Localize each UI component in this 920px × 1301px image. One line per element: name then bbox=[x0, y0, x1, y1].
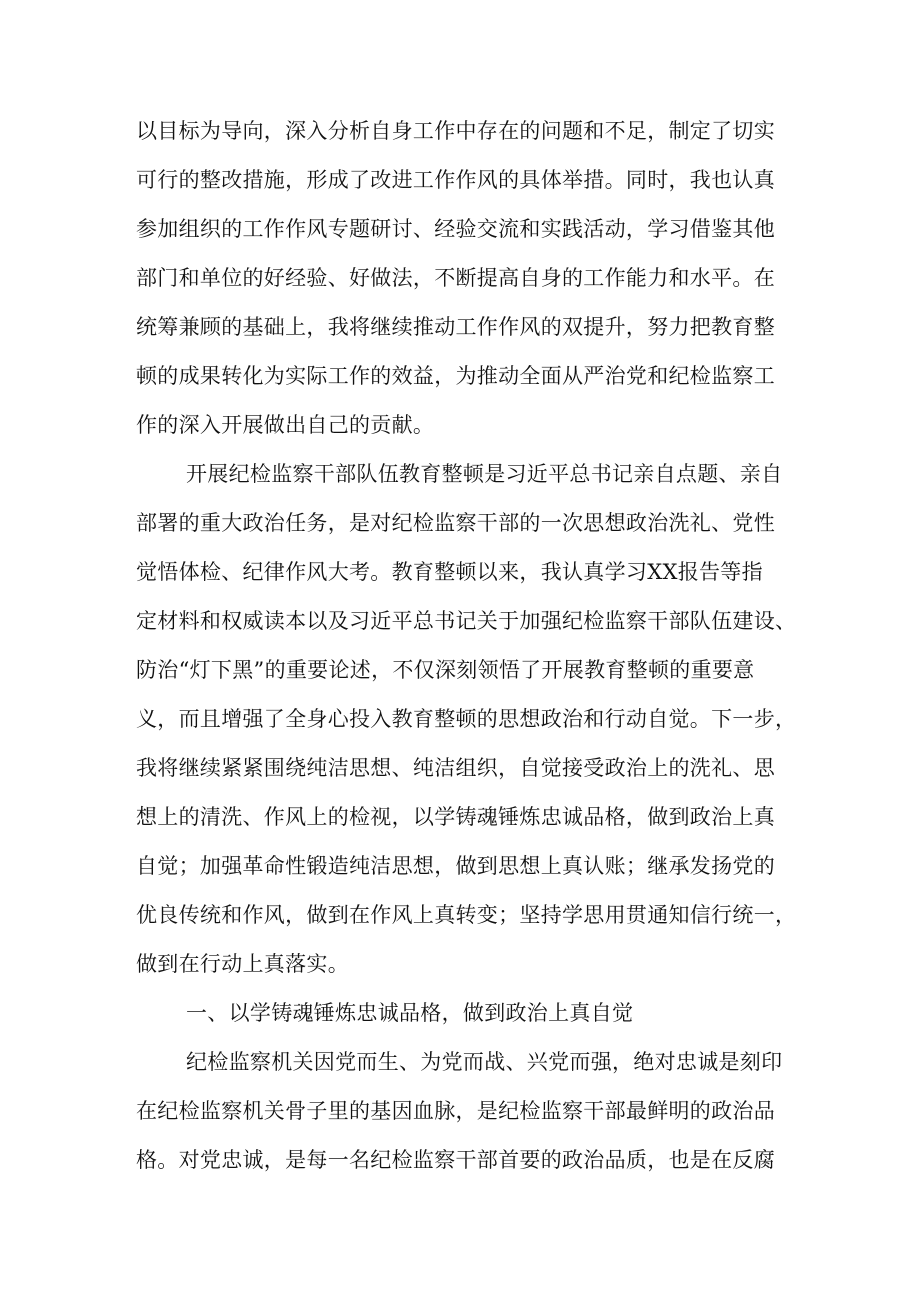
text-line: 在纪检监察机关骨子里的基因血脉，是纪检监察干部最鲜明的政治品 bbox=[136, 1099, 775, 1123]
text-line: 参加组织的工作作风专题研讨、经验交流和实践活动，学习借鉴其他 bbox=[136, 217, 775, 241]
text-line: 部门和单位的好经验、好做法，不断提高自身的工作能力和水平。在 bbox=[136, 266, 775, 290]
text-line: 部署的重大政治任务，是对纪检监察干部的一次思想政治洗礼、党性 bbox=[136, 511, 775, 535]
text-line: 义，而且增强了全身心投入教育整顿的思想政治和行动自觉。下一步， bbox=[136, 707, 796, 731]
text-line: 统筹兼顾的基础上，我将继续推动工作作风的双提升，努力把教育整 bbox=[136, 315, 775, 339]
text-line: 优良传统和作风，做到在作风上真转变；坚持学思用贯通知信行统一， bbox=[136, 903, 796, 927]
text-line: 以目标为导向，深入分析自身工作中存在的问题和不足，制定了切实 bbox=[136, 119, 775, 143]
section-heading: 一、以学铸魂锤炼忠诚品格，做到政治上真自觉 bbox=[186, 1001, 634, 1025]
text-line: 想上的清洗、作风上的检视，以学铸魂锤炼忠诚品格，做到政治上真 bbox=[136, 805, 775, 829]
text-line: 纪检监察机关因党而生、为党而战、兴党而强，绝对忠诚是刻印 bbox=[186, 1050, 783, 1074]
text-line: 作的深入开展做出自己的贡献。 bbox=[136, 413, 435, 437]
text-line: 做到在行动上真落实。 bbox=[136, 952, 349, 976]
text-line: 防治“灯下黑”的重要论述，不仅深刻领悟了开展教育整顿的重要意 bbox=[136, 658, 755, 682]
text-line: 自觉；加强革命性锻造纯洁思想，做到思想上真认账；继承发扬党的 bbox=[136, 854, 775, 878]
text-line: 觉悟体检、纪律作风大考。教育整顿以来，我认真学习XX报告等指 bbox=[136, 560, 763, 584]
text-line: 顿的成果转化为实际工作的效益，为推动全面从严治党和纪检监察工 bbox=[136, 364, 775, 388]
text-line: 可行的整改措施，形成了改进工作作风的具体举措。同时，我也认真 bbox=[136, 168, 775, 192]
text-line: 定材料和权威读本以及习近平总书记关于加强纪检监察干部队伍建设、 bbox=[136, 609, 796, 633]
text-line: 格。对党忠诚，是每一名纪检监察干部首要的政治品质，也是在反腐 bbox=[136, 1148, 775, 1172]
text-line: 我将继续紧紧围绕纯洁思想、纯洁组织，自觉接受政治上的洗礼、思 bbox=[136, 756, 775, 780]
text-line: 开展纪检监察干部队伍教育整顿是习近平总书记亲自点题、亲自 bbox=[186, 462, 783, 486]
